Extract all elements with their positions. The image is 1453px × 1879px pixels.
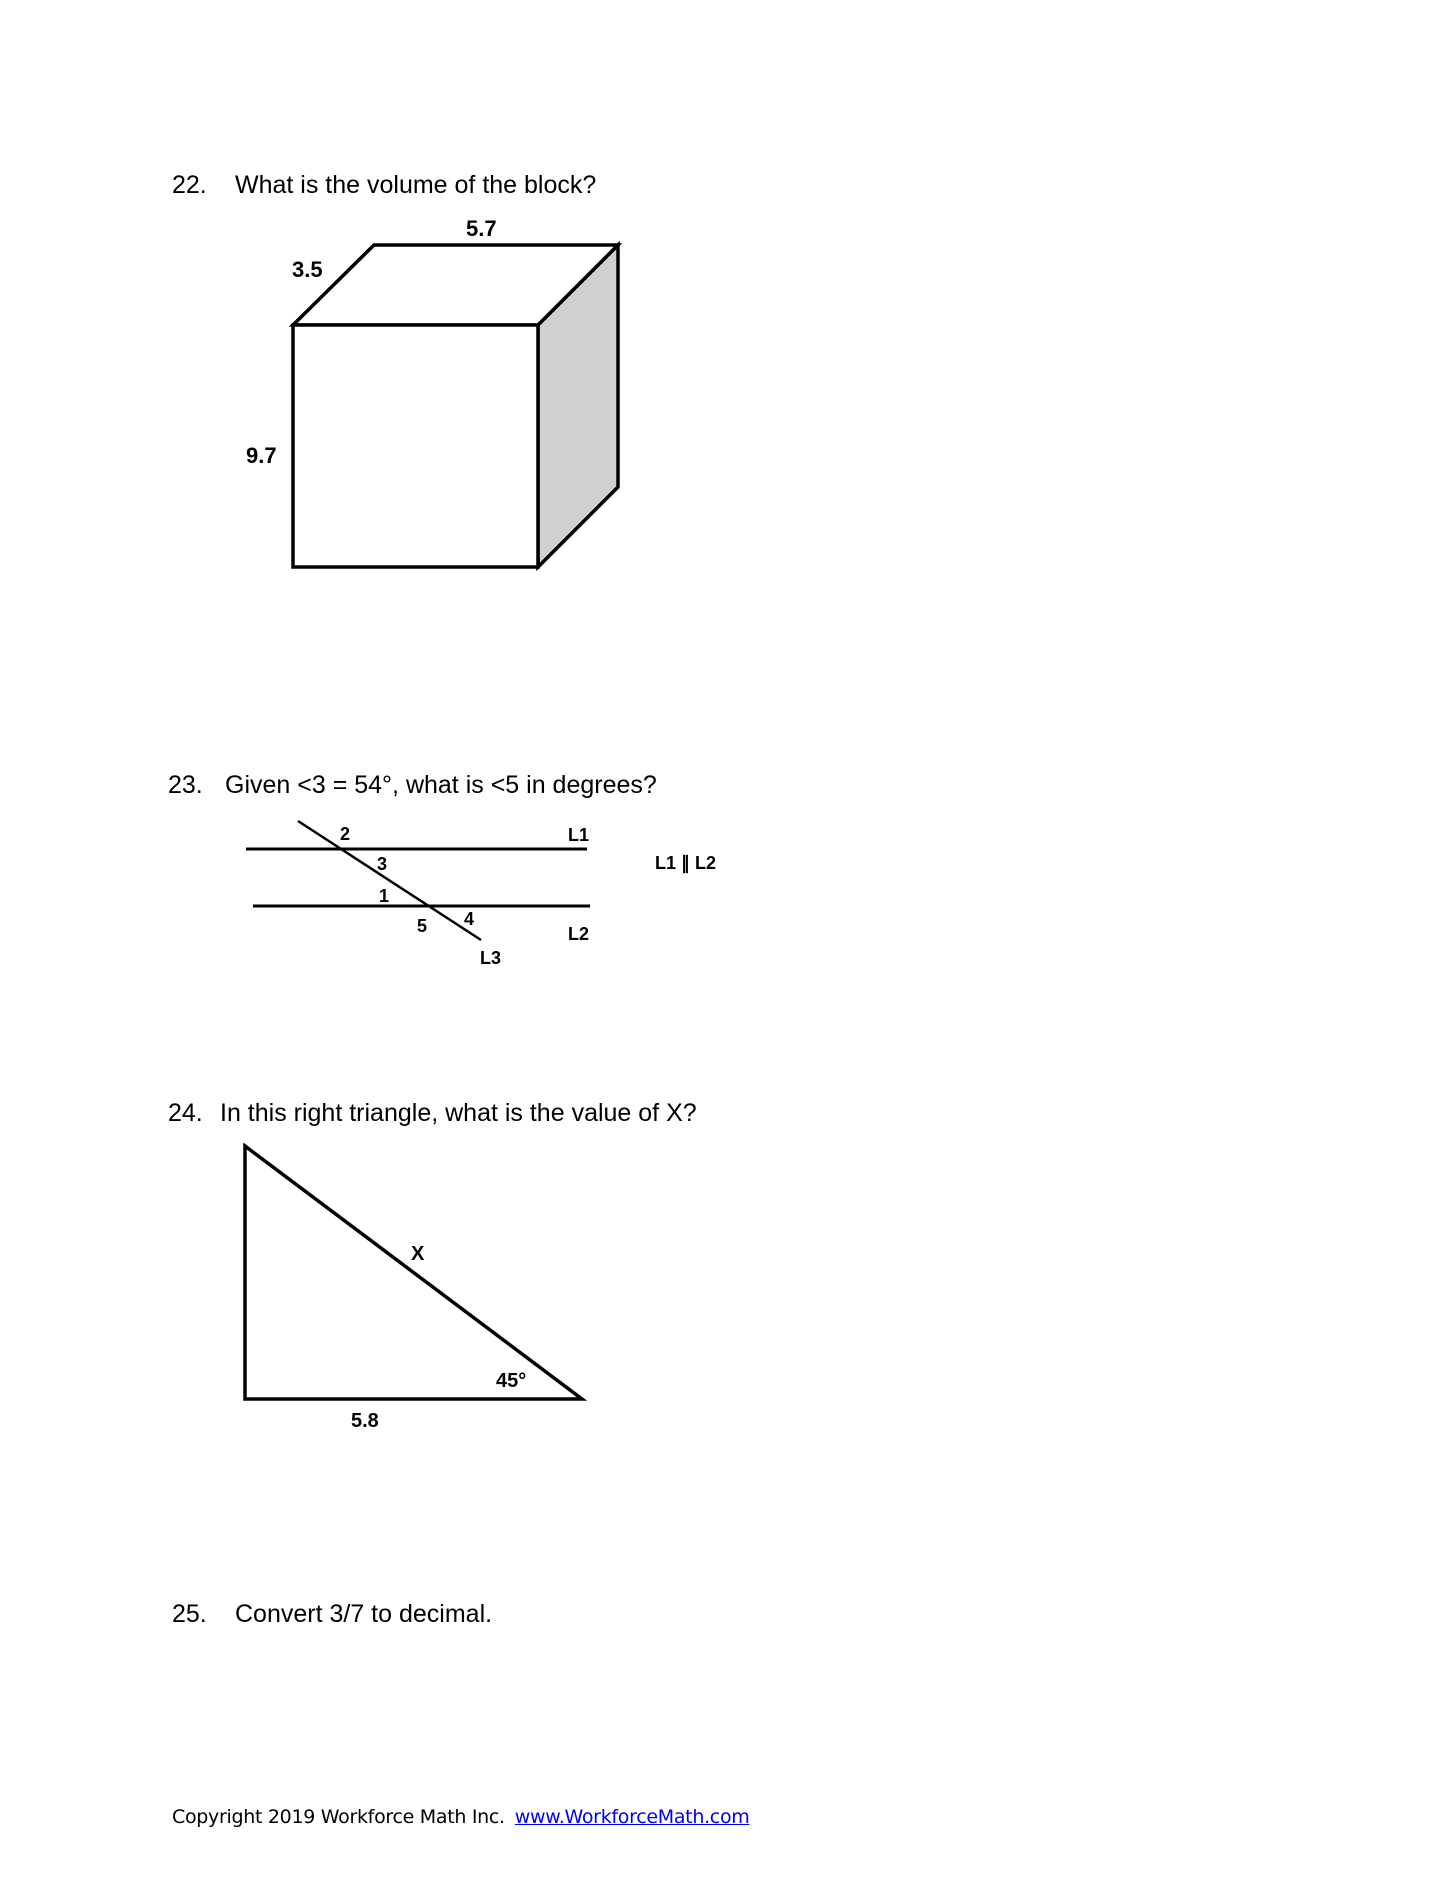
angle-label-5: 5 [417, 916, 428, 936]
block-front-face [293, 325, 538, 567]
line-label-l2: L2 [568, 924, 590, 944]
base-label: 5.8 [351, 1410, 379, 1432]
footer [172, 1806, 749, 1828]
question-text: In this right triangle, what is the value of X? [220, 1099, 697, 1127]
question-number: 22. [172, 171, 207, 199]
hypotenuse-label: X [411, 1243, 425, 1265]
question-number: 23. [168, 771, 203, 799]
question-number: 25. [172, 1600, 207, 1628]
question-text: Given <3 = 54°, what is <5 in degrees? [225, 771, 657, 799]
parallel-note: L1 ∥ L2 [655, 853, 717, 873]
question-text: What is the volume of the block? [235, 171, 597, 199]
block-depth-label: 3.5 [292, 257, 323, 282]
block-figure [293, 245, 618, 567]
angle-label-2: 2 [340, 824, 351, 844]
right-triangle [245, 1146, 582, 1399]
line-label-l3: L3 [480, 948, 502, 968]
angle-label-1: 1 [379, 886, 390, 906]
block-height-label: 9.7 [246, 443, 277, 468]
line-label-l1: L1 [568, 825, 590, 845]
block-width-label: 5.7 [466, 216, 497, 241]
angle-label-3: 3 [377, 854, 388, 874]
angle-label-4: 4 [464, 909, 475, 929]
angle-label-45: 45° [496, 1370, 527, 1392]
question-number: 24. [168, 1099, 203, 1127]
website-link[interactable]: www.WorkforceMath.com [514, 1806, 750, 1828]
line-l3-transversal [298, 821, 481, 940]
copyright-text: Copyright 2019 Workforce Math Inc. [172, 1806, 505, 1828]
question-text: Convert 3/7 to decimal. [235, 1600, 493, 1628]
